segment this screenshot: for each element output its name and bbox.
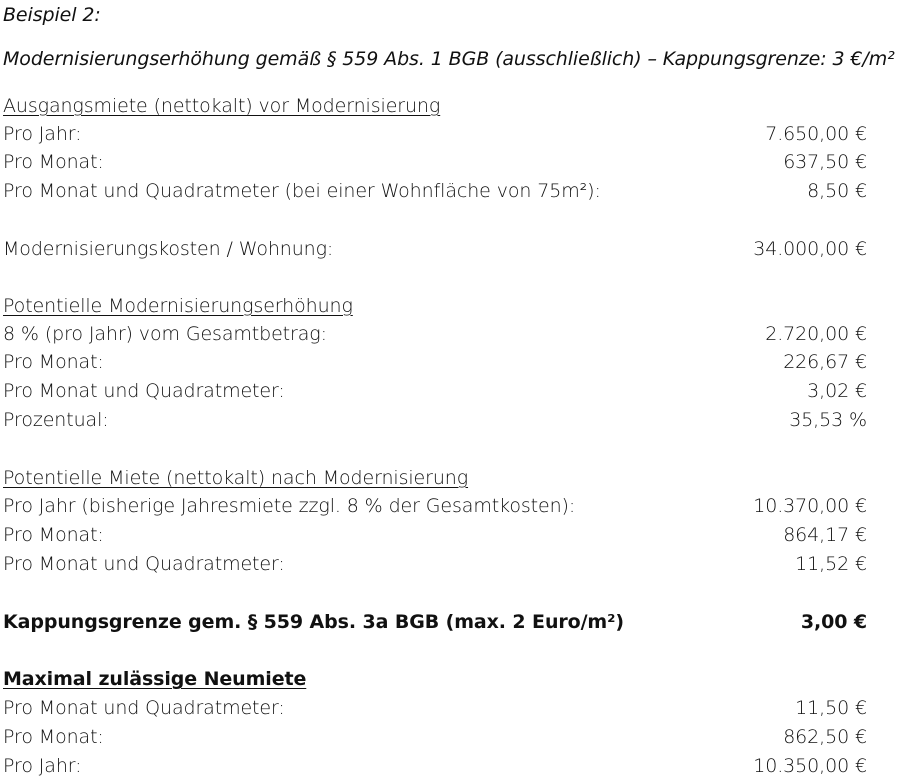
row-value: 226,67 €	[783, 351, 867, 373]
table-row	[3, 320, 867, 348]
table-row	[3, 752, 867, 780]
row-value: 10.350,00 €	[753, 755, 867, 777]
table-row	[3, 348, 867, 376]
table-row	[3, 492, 867, 520]
row-value: 864,17 €	[783, 524, 867, 546]
row-label: Pro Jahr:	[3, 123, 82, 145]
table-row	[3, 377, 867, 405]
table-row	[3, 723, 867, 751]
section-heading-ausgangsmiete: Ausgangsmiete (nettokalt) vor Modernisierung	[3, 95, 441, 117]
row-label: Modernisierungskosten / Wohnung:	[3, 238, 334, 260]
section-heading-potentielle-miete: Potentielle Miete (nettokalt) nach Modernisierung	[3, 467, 469, 489]
example-title: Beispiel 2:	[3, 4, 101, 26]
section-heading-modernisierungserhoehung: Potentielle Modernisierungserhöhung	[3, 295, 353, 317]
table-row	[3, 406, 867, 434]
row-value: 34.000,00 €	[753, 238, 867, 260]
row-label: Pro Jahr (bisherige Jahresmiete zzgl. 8 % der Gesamtkosten):	[3, 495, 576, 517]
row-label: Pro Monat:	[3, 151, 104, 173]
row-value: 35,53 %	[789, 409, 867, 431]
row-label: Pro Jahr:	[3, 755, 82, 777]
row-label: Pro Monat:	[3, 726, 104, 748]
row-value: 3,02 €	[807, 380, 867, 402]
table-row	[3, 550, 867, 578]
row-value: 2.720,00 €	[765, 323, 867, 345]
row-label: Kappungsgrenze gem. § 559 Abs. 3a BGB (max. 2 Euro/m²)	[3, 611, 624, 633]
kappungsgrenze-row	[3, 608, 867, 636]
row-value: 8,50 €	[807, 180, 867, 202]
modernization-costs-row	[3, 235, 867, 263]
row-label: Pro Monat:	[3, 351, 104, 373]
section-heading-neumiete: Maximal zulässige Neumiete	[3, 668, 307, 690]
row-label: Pro Monat und Quadratmeter:	[3, 553, 285, 575]
table-row	[3, 177, 867, 205]
row-label: Pro Monat:	[3, 524, 104, 546]
row-label: 8 % (pro Jahr) vom Gesamtbetrag:	[3, 323, 327, 345]
table-row	[3, 120, 867, 148]
row-value: 11,52 €	[795, 553, 867, 575]
row-value: 637,50 €	[783, 151, 867, 173]
row-label: Prozentual:	[3, 409, 109, 431]
row-label: Pro Monat und Quadratmeter:	[3, 380, 285, 402]
row-value: 7.650,00 €	[765, 123, 867, 145]
table-row	[3, 148, 867, 176]
row-value: 862,50 €	[783, 726, 867, 748]
table-row	[3, 521, 867, 549]
table-row	[3, 694, 867, 722]
example-subtitle: Modernisierungserhöhung gemäß § 559 Abs. 1 BGB (ausschließlich) – Kappungsgrenze: 3 €/m²	[3, 48, 895, 70]
row-value: 10.370,00 €	[753, 495, 867, 517]
row-value: 11,50 €	[795, 697, 867, 719]
row-label: Pro Monat und Quadratmeter:	[3, 697, 285, 719]
row-value: 3,00 €	[800, 611, 867, 633]
row-label: Pro Monat und Quadratmeter (bei einer Wohnfläche von 75m²):	[3, 180, 601, 202]
